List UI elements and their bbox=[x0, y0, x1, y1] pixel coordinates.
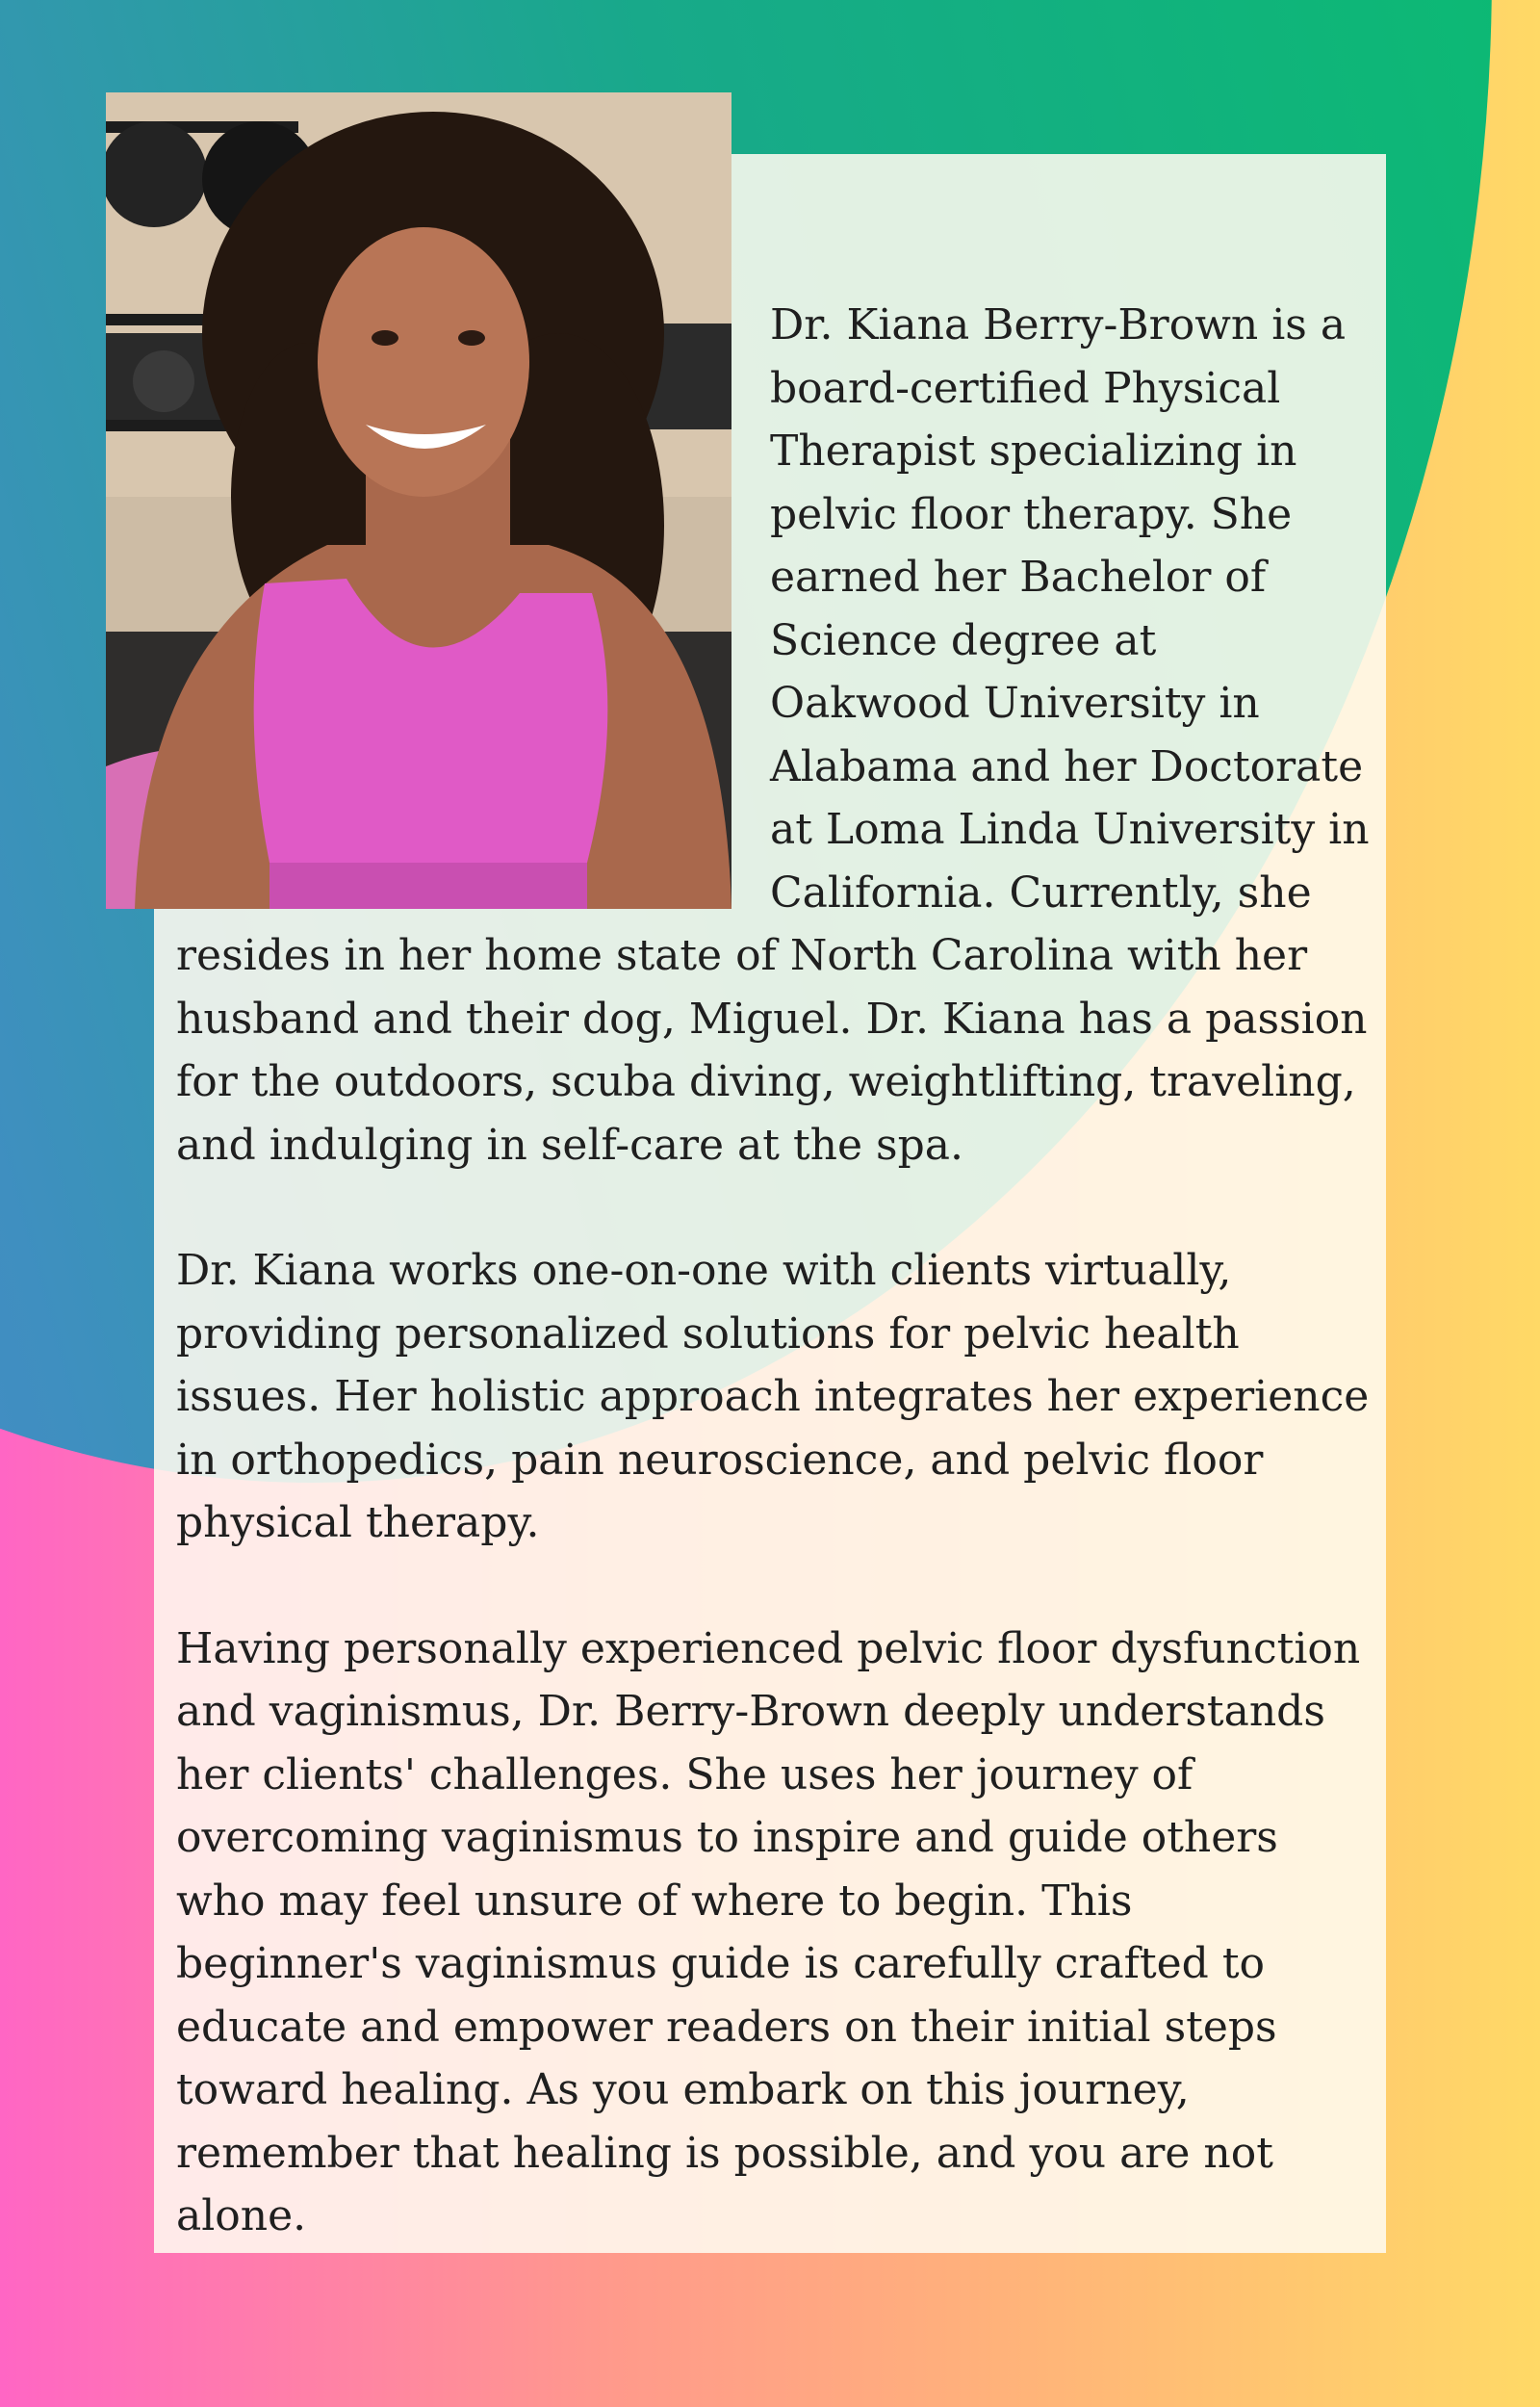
bio-paragraph-1: Dr. Kiana Berry-Brown is a board-certified Physical Therapist specializing in pelvic floor therapy. She earned her Bachelor of Science degree at Oakwood University in Alabama and her Doctorate at Loma Linda University in California. Currently, she resides in her home state of North Carolina with her husband and their dog, Miguel. Dr. Kiana has a passion for the outdoors, scuba diving, weightlifting, traveling, and indulging in self-care at the spa. bbox=[176, 300, 1370, 1170]
paragraph-gap bbox=[176, 1555, 1370, 1618]
photo-wrap-spacer bbox=[176, 294, 770, 900]
bio-paragraph-2: Dr. Kiana works one-on-one with clients virtually, providing personalized solutions for pelvic health issues. Her holistic approach integrates her experience in orthopedics, pain neuroscience, and pelvic floor physical therapy. bbox=[176, 1246, 1370, 1547]
paragraph-gap bbox=[176, 1177, 1370, 1239]
bio-paragraph-3: Having personally experienced pelvic floor dysfunction and vaginismus, Dr. Berry-Brown deeply understands her clients' challenges. She uses her journey of overcoming vaginismus to inspire and guide others who may feel unsure of where to begin. This beginner's vaginismus guide is carefully crafted to educate and empower readers on their initial steps toward healing. As you embark on this journey, remember that healing is possible, and you are not alone. bbox=[176, 1623, 1361, 2240]
bio-text bbox=[176, 294, 1370, 2248]
